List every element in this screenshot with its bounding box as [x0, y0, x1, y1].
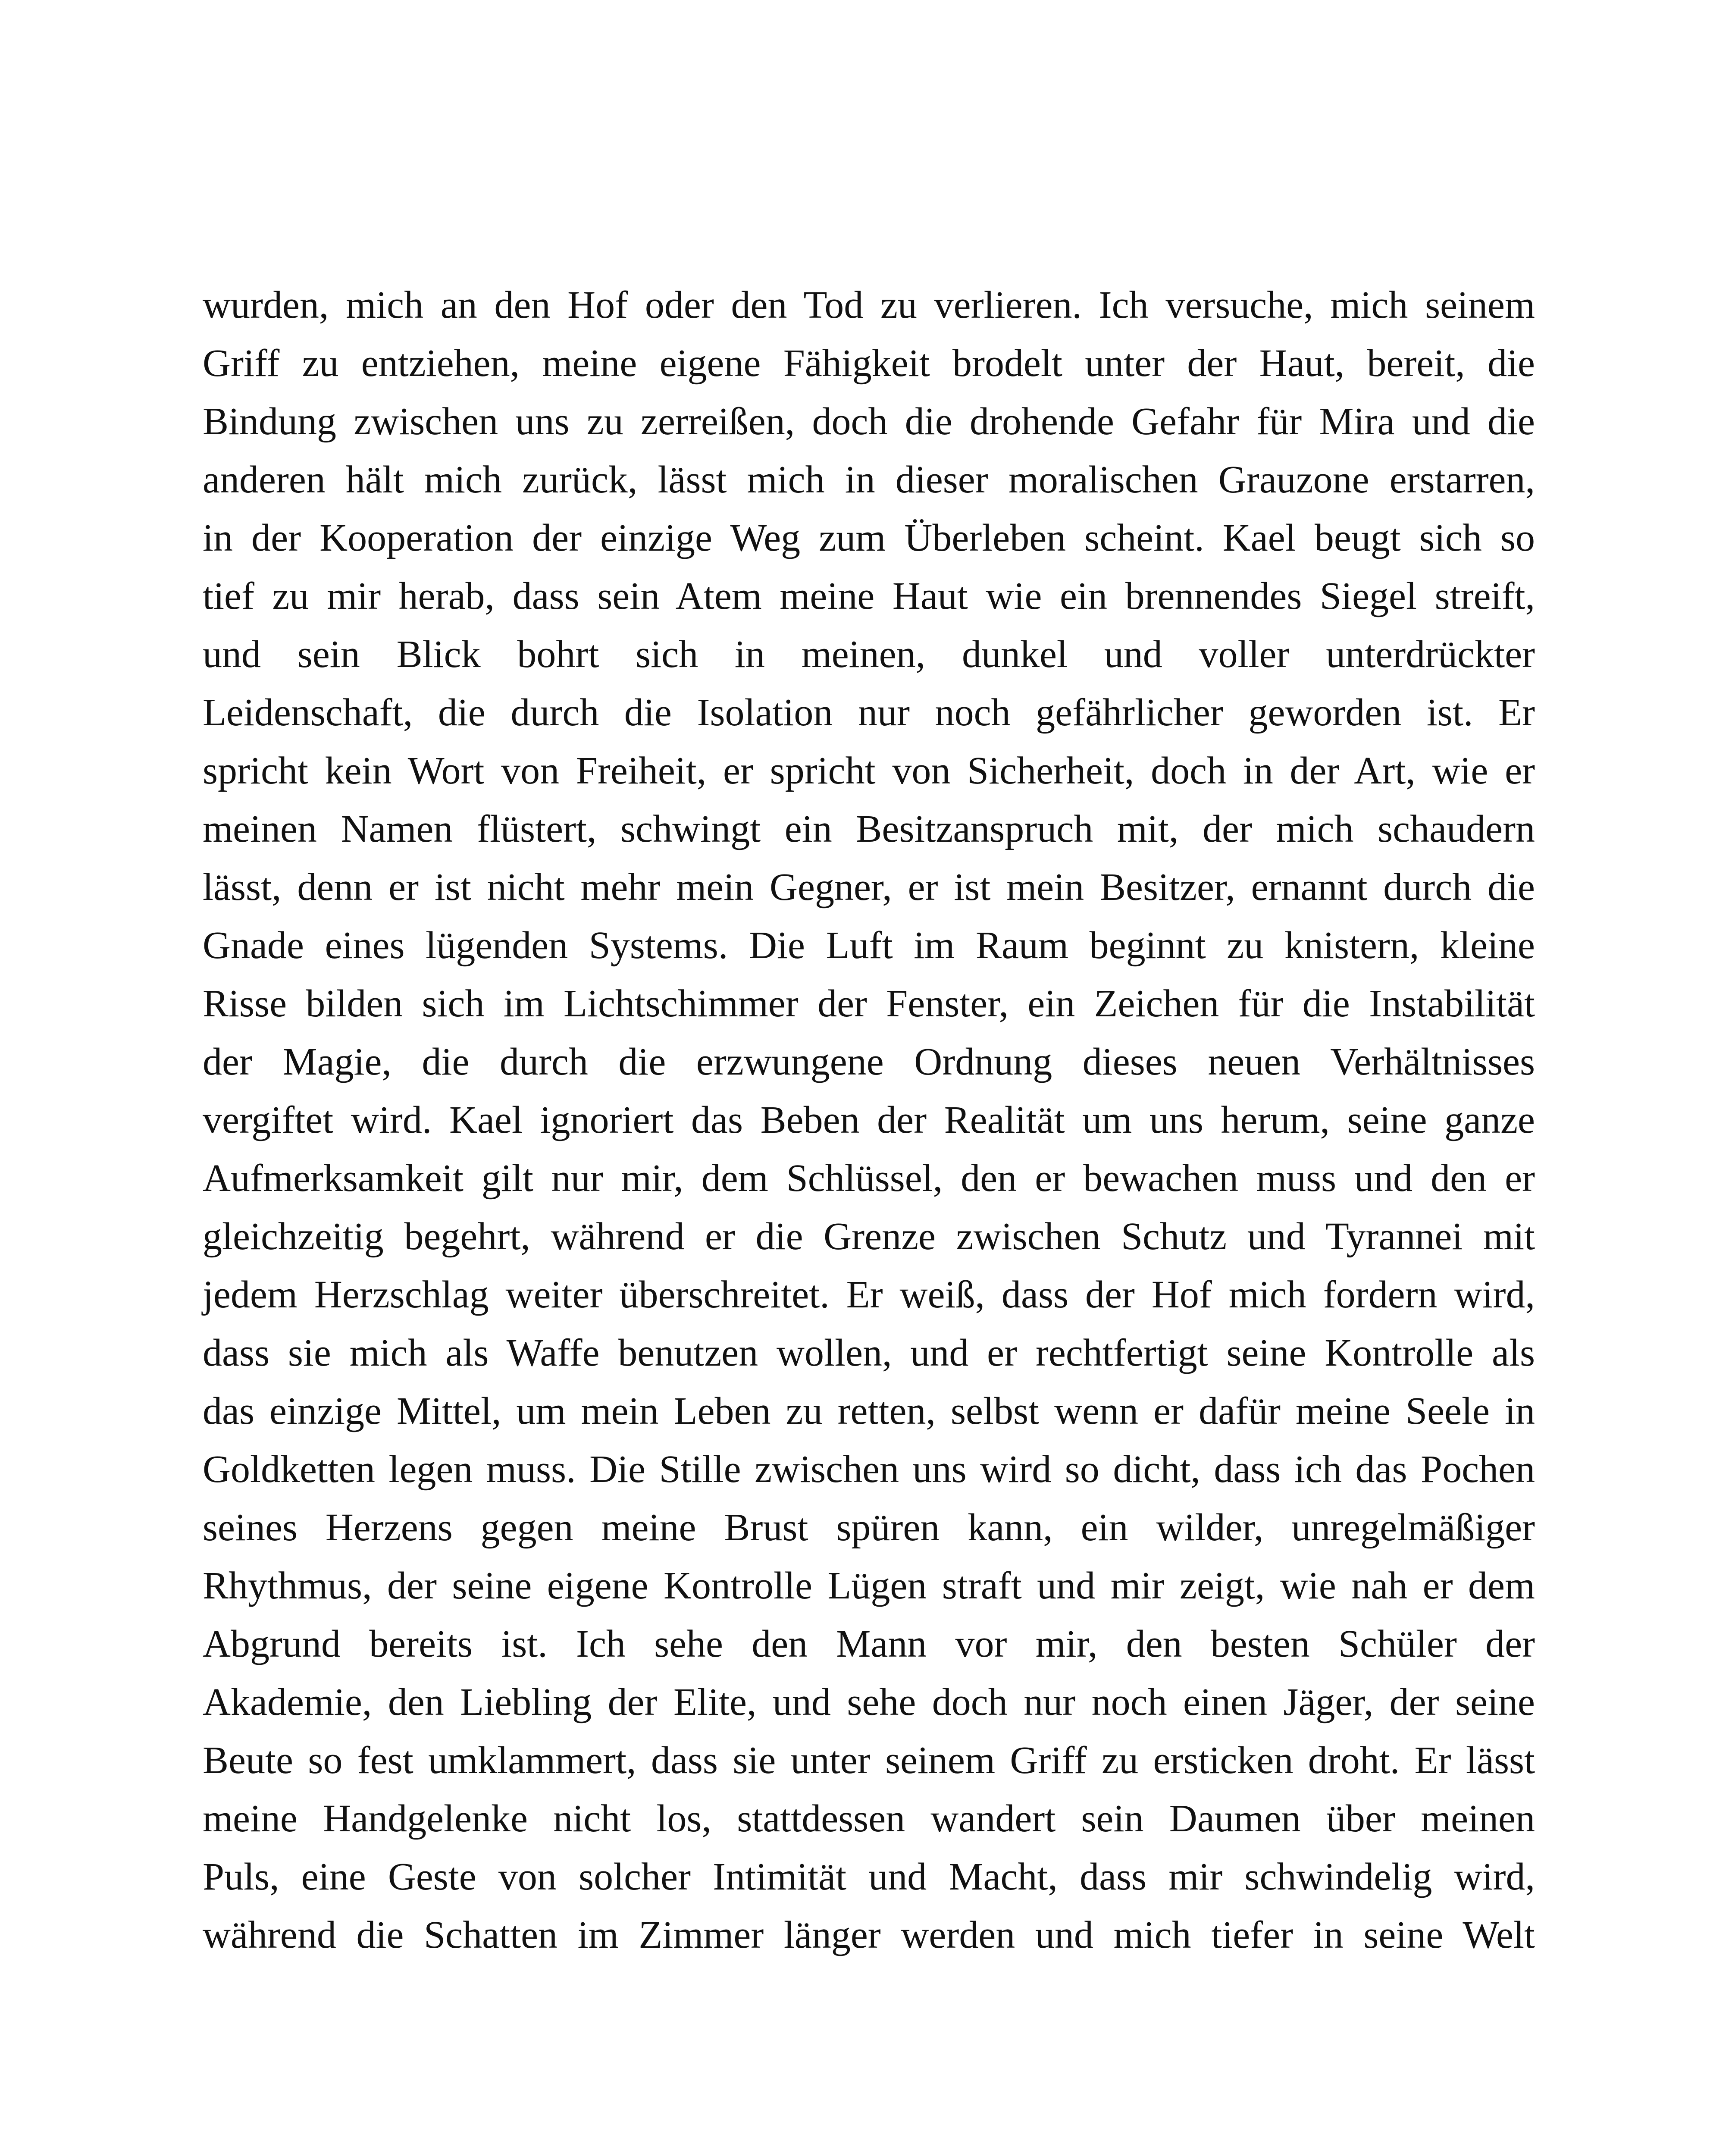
- text-line: während die Schatten im Zimmer länger werden und mich tiefer in seine Welt: [203, 1914, 1535, 1956]
- text-line: Puls, eine Geste von solcher Intimität und Macht, dass mir schwindelig wird,: [203, 1855, 1535, 1898]
- text-line: meinen Namen flüstert, schwingt ein Besitzanspruch mit, der mich schaudern: [203, 808, 1535, 850]
- text-line: Leidenschaft, die durch die Isolation nur noch gefährlicher geworden ist. Er: [203, 691, 1535, 734]
- body-text: [203, 276, 1535, 1964]
- text-line: Gnade eines lügenden Systems. Die Luft im Raum beginnt zu knistern, kleine: [203, 924, 1535, 967]
- text-line: tief zu mir herab, dass sein Atem meine Haut wie ein brennendes Siegel streift,: [203, 575, 1535, 617]
- text-line: wurden, mich an den Hof oder den Tod zu verlieren. Ich versuche, mich seinem: [203, 284, 1535, 326]
- text-line: Akademie, den Liebling der Elite, und sehe doch nur noch einen Jäger, der seine: [203, 1681, 1535, 1724]
- text-line: lässt, denn er ist nicht mehr mein Gegner, er ist mein Besitzer, ernannt durch die: [203, 866, 1535, 909]
- text-line: meine Handgelenke nicht los, stattdessen wandert sein Daumen über meinen: [203, 1797, 1535, 1840]
- text-line: gleichzeitig begehrt, während er die Grenze zwischen Schutz und Tyrannei mit: [203, 1215, 1535, 1258]
- text-line: das einzige Mittel, um mein Leben zu retten, selbst wenn er dafür meine Seele in: [203, 1390, 1535, 1432]
- text-line: Abgrund bereits ist. Ich sehe den Mann vor mir, den besten Schüler der: [203, 1623, 1535, 1665]
- text-line: spricht kein Wort von Freiheit, er spricht von Sicherheit, doch in der Art, wie er: [203, 749, 1535, 792]
- text-line: Rhythmus, der seine eigene Kontrolle Lügen straft und mir zeigt, wie nah er dem: [203, 1564, 1535, 1607]
- text-line: vergiftet wird. Kael ignoriert das Beben der Realität um uns herum, seine ganze: [203, 1099, 1535, 1141]
- text-line: jedem Herzschlag weiter überschreitet. Er weiß, dass der Hof mich fordern wird,: [203, 1273, 1535, 1316]
- text-line: Risse bilden sich im Lichtschimmer der Fenster, ein Zeichen für die Instabilität: [203, 982, 1535, 1025]
- text-line: in der Kooperation der einzige Weg zum Überleben scheint. Kael beugt sich so: [203, 517, 1535, 559]
- text-line: dass sie mich als Waffe benutzen wollen, und er rechtfertigt seine Kontrolle als: [203, 1332, 1535, 1374]
- text-line: Griff zu entziehen, meine eigene Fähigkeit brodelt unter der Haut, bereit, die: [203, 342, 1535, 385]
- text-line: seines Herzens gegen meine Brust spüren kann, ein wilder, unregelmäßiger: [203, 1506, 1535, 1549]
- text-line: und sein Blick bohrt sich in meinen, dunkel und voller unterdrückter: [203, 633, 1535, 676]
- text-line: Beute so fest umklammert, dass sie unter seinem Griff zu ersticken droht. Er lässt: [203, 1739, 1535, 1782]
- text-line: der Magie, die durch die erzwungene Ordnung dieses neuen Verhältnisses: [203, 1040, 1535, 1083]
- text-line: anderen hält mich zurück, lässt mich in dieser moralischen Grauzone erstarren,: [203, 458, 1535, 501]
- text-line: Bindung zwischen uns zu zerreißen, doch die drohende Gefahr für Mira und die: [203, 400, 1535, 443]
- text-line: Goldketten legen muss. Die Stille zwischen uns wird so dicht, dass ich das Pochen: [203, 1448, 1535, 1491]
- text-line: Aufmerksamkeit gilt nur mir, dem Schlüssel, den er bewachen muss und den er: [203, 1157, 1535, 1200]
